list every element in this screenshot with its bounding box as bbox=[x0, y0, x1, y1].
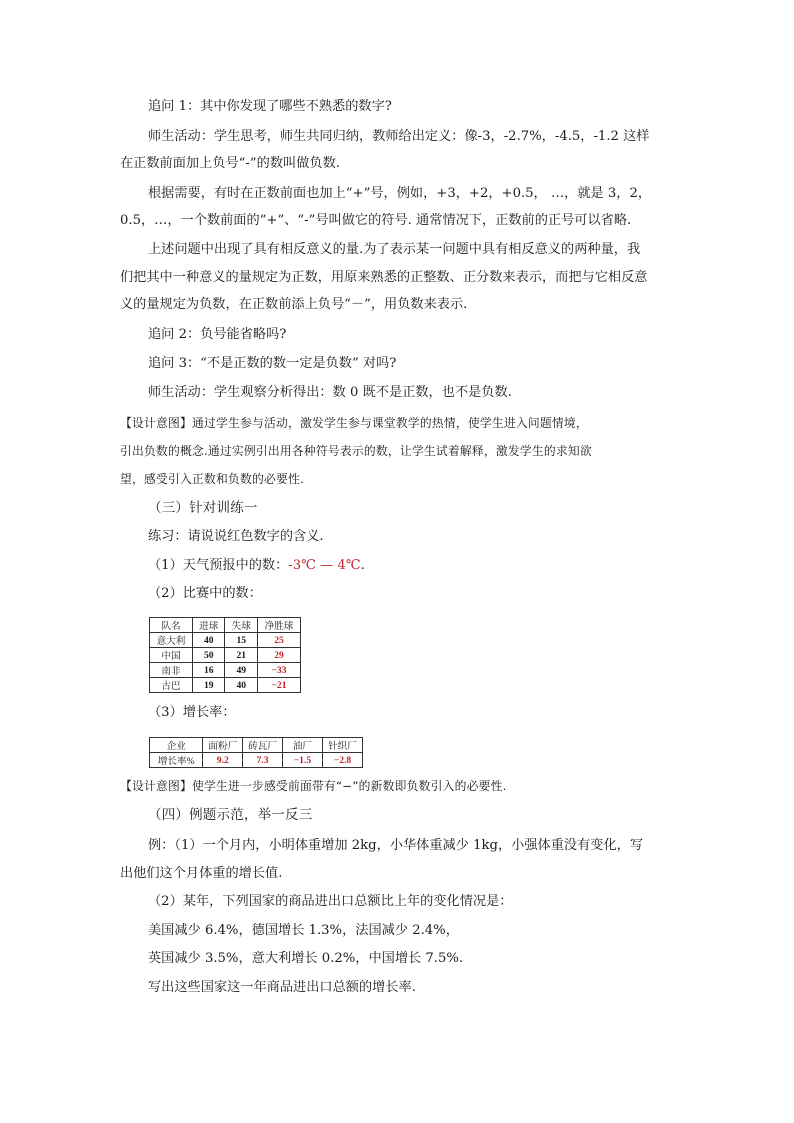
growth-value-cell: 9.2 bbox=[203, 753, 243, 768]
team-cell: 意大利 bbox=[150, 633, 193, 648]
question-1: 追问 1：其中你发现了哪些不熟悉的数字? bbox=[148, 99, 392, 114]
question-2: 追问 2：负号能省略吗? bbox=[148, 327, 287, 342]
example-2-intro: （2）某年，下列国家的商品进出口总额比上年的变化情况是： bbox=[148, 894, 513, 909]
negative-definition: 在正数前面加上负号“-”的数叫做负数. bbox=[120, 156, 340, 171]
growth-value-cell: 7.3 bbox=[243, 753, 283, 768]
example-1-line-2: 出他们这个月体重的增长值. bbox=[120, 866, 283, 881]
item-1-suffix: . bbox=[360, 558, 365, 573]
opposite-meaning-line-2: 们把其中一种意义的量规定为正数，用原来熟悉的正整数、正分数来表示，而把与它相反意 bbox=[120, 270, 648, 285]
header-cell: 针织厂 bbox=[322, 738, 362, 753]
header-cell: 进球 bbox=[192, 618, 225, 633]
example-1-line-1: 例：（1）一个月内，小明体重增加 2kg，小华体重减少 1kg，小强体重没有变化，写 bbox=[148, 838, 644, 853]
team-cell: 中国 bbox=[150, 648, 193, 663]
table-header-row bbox=[150, 618, 301, 633]
table-row bbox=[150, 648, 301, 663]
row-label-cell: 增长率% bbox=[150, 753, 203, 768]
design-intent-2: 【设计意图】使学生进一步感受前面带有“−”的新数即负数引入的必要性. bbox=[120, 779, 507, 793]
growth-value-cell: −2.8 bbox=[322, 753, 362, 768]
header-cell: 失球 bbox=[225, 618, 258, 633]
exercise-item-1 bbox=[148, 556, 365, 576]
header-cell: 队名 bbox=[150, 618, 193, 633]
table-row bbox=[150, 753, 363, 768]
teacher-student-activity-1: 师生活动：学生思考，师生共同归纳，教师给出定义：像-3，-2.7%，-4.5，-1.2 这样 bbox=[148, 129, 650, 144]
goals-against-cell: 40 bbox=[225, 678, 258, 693]
sign-paragraph-line-2: 0.5，…，一个数前面的“+”、“-”号叫做它的符号. 通常情况下，正数前的正号可以省略. bbox=[120, 213, 632, 228]
goal-difference-cell: 29 bbox=[257, 648, 300, 663]
header-cell: 砖瓦厂 bbox=[243, 738, 283, 753]
goals-against-cell: 21 bbox=[225, 648, 258, 663]
team-cell: 南非 bbox=[150, 663, 193, 678]
exercise-item-3: （3）增长率： bbox=[148, 705, 236, 720]
example-2-data-1: 美国减少 6.4%，德国增长 1.3%，法国减少 2.4%， bbox=[148, 923, 459, 938]
exercise-item-2: （2）比赛中的数： bbox=[148, 586, 262, 601]
opposite-meaning-line-3: 义的量规定为负数，在正数前添上负号“－”，用负数来表示. bbox=[120, 297, 468, 312]
table-row bbox=[150, 663, 301, 678]
goals-for-cell: 19 bbox=[192, 678, 225, 693]
design-intent-1-line-3: 望，感受引入正数和负数的必要性. bbox=[120, 472, 304, 486]
question-3: 追问 3：“不是正数的数一定是负数” 对吗? bbox=[148, 356, 397, 371]
goals-for-cell: 16 bbox=[192, 663, 225, 678]
item-1-prefix: （1）天气预报中的数： bbox=[148, 558, 289, 573]
example-2-data-2: 英国减少 3.5%，意大利增长 0.2%，中国增长 7.5%. bbox=[148, 951, 464, 966]
goal-difference-cell: 25 bbox=[257, 633, 300, 648]
design-intent-1-line-2: 引出负数的概念.通过实例引出用各种符号表示的数，让学生试着解释，激发学生的求知欲 bbox=[120, 444, 592, 458]
goals-against-cell: 49 bbox=[225, 663, 258, 678]
goal-difference-cell: −21 bbox=[257, 678, 300, 693]
match-score-table bbox=[149, 617, 301, 693]
temperature-red-value: -3℃ — 4℃ bbox=[288, 558, 361, 573]
growth-rate-table bbox=[149, 737, 363, 768]
header-cell: 油厂 bbox=[282, 738, 322, 753]
table-row bbox=[150, 678, 301, 693]
example-2-task: 写出这些国家这一年商品进出口总额的增长率. bbox=[148, 980, 416, 995]
goals-against-cell: 15 bbox=[225, 633, 258, 648]
goal-difference-cell: −33 bbox=[257, 663, 300, 678]
opposite-meaning-line-1: 上述问题中出现了具有相反意义的量.为了表示某一问题中具有相反意义的两种量，我 bbox=[148, 242, 641, 257]
goals-for-cell: 40 bbox=[192, 633, 225, 648]
section-heading-4: （四）例题示范，举一反三 bbox=[148, 807, 313, 823]
growth-value-cell: −1.5 bbox=[282, 753, 322, 768]
design-intent-1-line-1: 【设计意图】通过学生参与活动，激发学生参与课堂教学的热情，使学生进入问题情境， bbox=[120, 416, 588, 430]
teacher-student-activity-2: 师生活动：学生观察分析得出：数 0 既不是正数，也不是负数. bbox=[148, 385, 512, 400]
goals-for-cell: 50 bbox=[192, 648, 225, 663]
table-header-row bbox=[150, 738, 363, 753]
header-cell: 面粉厂 bbox=[203, 738, 243, 753]
sign-paragraph-line-1: 根据需要，有时在正数前面也加上“+”号，例如，+3，+2，+0.5， …，就是 3，2， bbox=[148, 186, 652, 201]
header-cell: 净胜球 bbox=[257, 618, 300, 633]
section-heading-3: （三）针对训练一 bbox=[148, 500, 258, 516]
team-cell: 古巴 bbox=[150, 678, 193, 693]
header-cell: 企业 bbox=[150, 738, 203, 753]
exercise-prompt: 练习：请说说红色数字的含义. bbox=[148, 529, 324, 544]
table-row bbox=[150, 633, 301, 648]
